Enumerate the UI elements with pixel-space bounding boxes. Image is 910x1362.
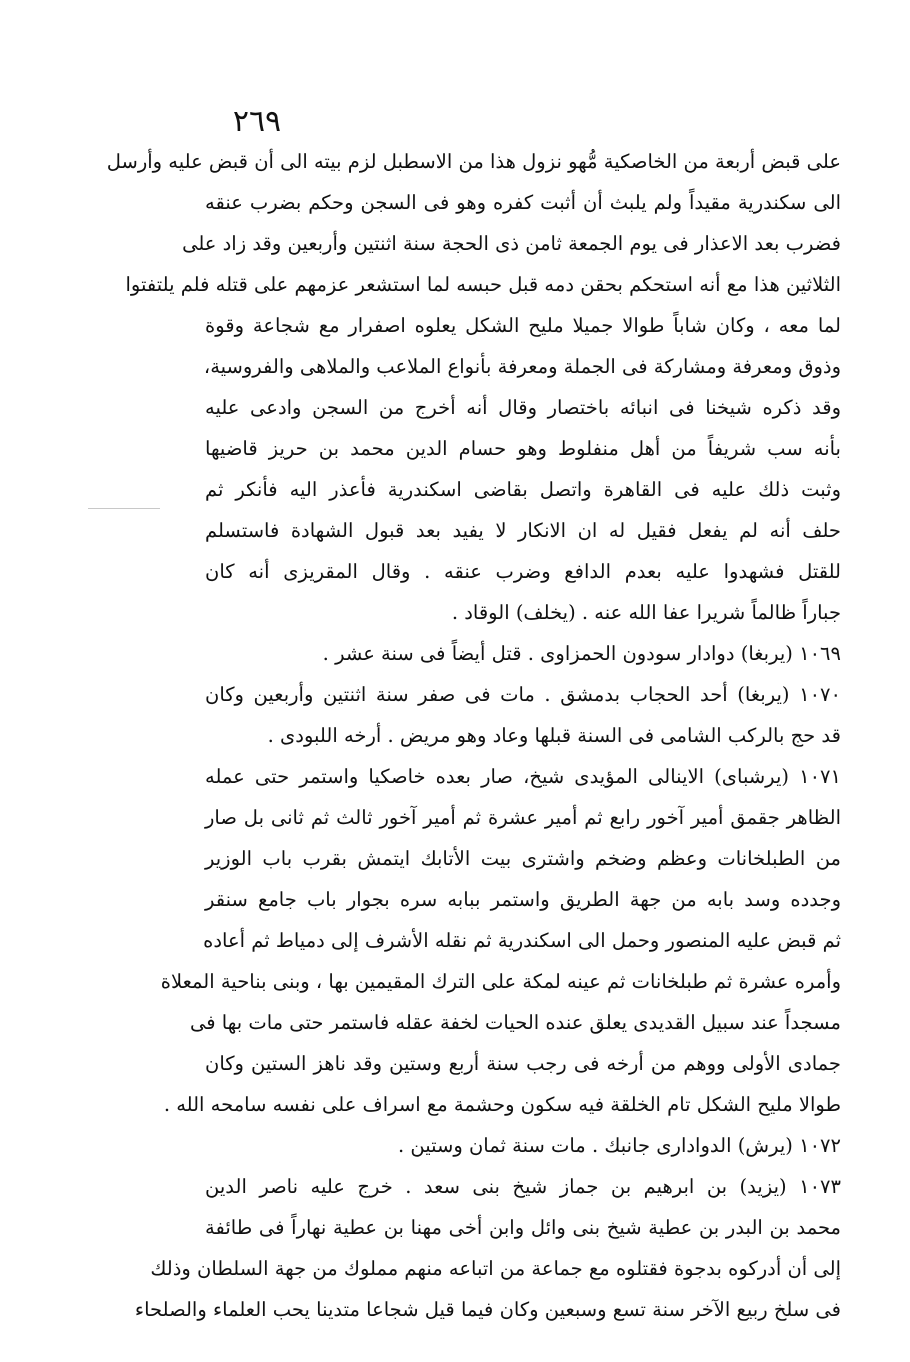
entry-1070: ١٠٧٠ (يربغا) أحد الحجاب بدمشق . مات فى صفر سنة اثنتين وأربعين وكان: [205, 683, 841, 706]
text-line-23: جمادى الأولى ووهم من أرخه فى رجب سنة أربع وستين وقد ناهز الستين وكان: [205, 1052, 841, 1075]
text-line-19: وجدده وسد بابه من جهة الطريق واستمر ببابه سره بجوار باب جامع سنقر: [205, 888, 841, 911]
text-line-9: وثبت ذلك عليه فى القاهرة واتصل بقاضى اسكندرية فأعذر اليه فأنكر ثم: [205, 478, 841, 501]
text-line-8: بأنه سب شريفاً من أهل منفلوط وهو حسام الدين محمد بن حريز قاضيها: [205, 437, 841, 460]
text-line-27: محمد بن البدر بن عطية شيخ بنى وائل وابن أخى مهنا بن عطية نهاراً فى طائفة: [205, 1216, 841, 1239]
text-line-21: وأمره عشرة ثم طبلخانات ثم عينه لمكة على الترك المقيمين بها ، وبنى بناحية المعلاة: [160, 970, 841, 993]
margin-divider: [88, 508, 160, 509]
entry-1071: ١٠٧١ (يرشباى) الاينالى المؤيدى شيخ، صار بعده خاصكيا واستمر حتى عمله: [205, 765, 841, 788]
entry-1069: ١٠٦٩ (يربغا) دوادار سودون الحمزاوى . قتل أيضاً فى سنة عشر .: [322, 642, 841, 665]
text-line-5: لما معه ، وكان شاباً طوالا جميلا مليح الشكل يعلوه اصفرار مع شجاعة وقوة: [205, 314, 841, 337]
text-line-6: وذوق ومعرفة ومشاركة فى الجملة ومعرفة بأنواع الملاعب والملاهى والفروسية،: [203, 355, 841, 378]
text-line-4: الثلاثين هذا مع أنه استحكم بحقن دمه قبل حبسه لما استشعر عزمهم على قتله فلم يلتفتوا: [125, 273, 841, 296]
text-line-10: حلف أنه لم يفعل فقيل له ان الانكار لا يفيد بعد قبول الشهادة فاستسلم: [205, 519, 841, 542]
entry-1072: ١٠٧٢ (يرش) الدوادارى جانبك . مات سنة ثمان وستين .: [398, 1134, 841, 1157]
entry-1073: ١٠٧٣ (يزيد) بن ابرهيم بن جماز شيخ بنى سعد . خرج عليه ناصر الدين: [205, 1175, 841, 1198]
page-number: ٢٦٩: [232, 104, 282, 139]
text-line-18: من الطبلخانات وعظم وضخم واشترى بيت الأتابك ايتمش بقرب باب الوزير: [205, 847, 841, 870]
text-line-1: على قبض أربعة من الخاصكية مُّهو نزول هذا من الاسطبل لزم بيته الى أن قبض عليه وأرسل: [106, 150, 841, 173]
text-line-17: الظاهر جقمق أمير آخور رابع ثم أمير عشرة ثم أمير آخور ثالث ثم ثانى بل صار: [205, 806, 841, 829]
text-line-22: مسجداً عند سبيل القديدى يعلق عنده الحيات لخفة عقله فاستمر حتى مات بها فى: [190, 1011, 841, 1034]
text-line-28: إلى أن أدركوه بدجوة فقتلوه مع جماعة من اتباعه منهم مملوك من جهة السلطان وذلك: [150, 1257, 841, 1280]
text-line-7: وقد ذكره شيخنا فى انبائه باختصار وقال أنه أخرج من السجن وادعى عليه: [205, 396, 841, 419]
text-line-11: للقتل فشهدوا عليه بعدم الدافع وضرب عنقه . وقال المقريزى أنه كان: [205, 560, 841, 583]
text-line-15: قد حج بالركب الشامى فى السنة قبلها وعاد وهو مريض . أرخه اللبودى .: [267, 724, 841, 747]
text-line-20: ثم قبض عليه المنصور وحمل الى اسكندرية ثم نقله الأشرف إلى دمياط ثم أعاده: [203, 929, 841, 952]
text-line-29: فى سلخ ربيع الآخر سنة تسع وسبعين وكان فيما قيل شجاعا متدينا يحب العلماء والصلحاء: [134, 1298, 841, 1321]
text-line-12: جباراً ظالماً شريرا عفا الله عنه . (يخلف) الوقاد .: [451, 601, 841, 624]
text-line-24: طوالا مليح الشكل تام الخلقة فيه سكون وحشمة مع اسراف على نفسه سامحه الله .: [163, 1093, 841, 1116]
text-line-3: فضرب بعد الاعذار فى يوم الجمعة ثامن ذى الحجة سنة اثنتين وأربعين وقد زاد على: [182, 232, 841, 255]
text-line-2: الى سكندرية مقيداً ولم يلبث أن أثبت كفره وهو فى السجن وحكم بضرب عنقه: [205, 191, 841, 214]
